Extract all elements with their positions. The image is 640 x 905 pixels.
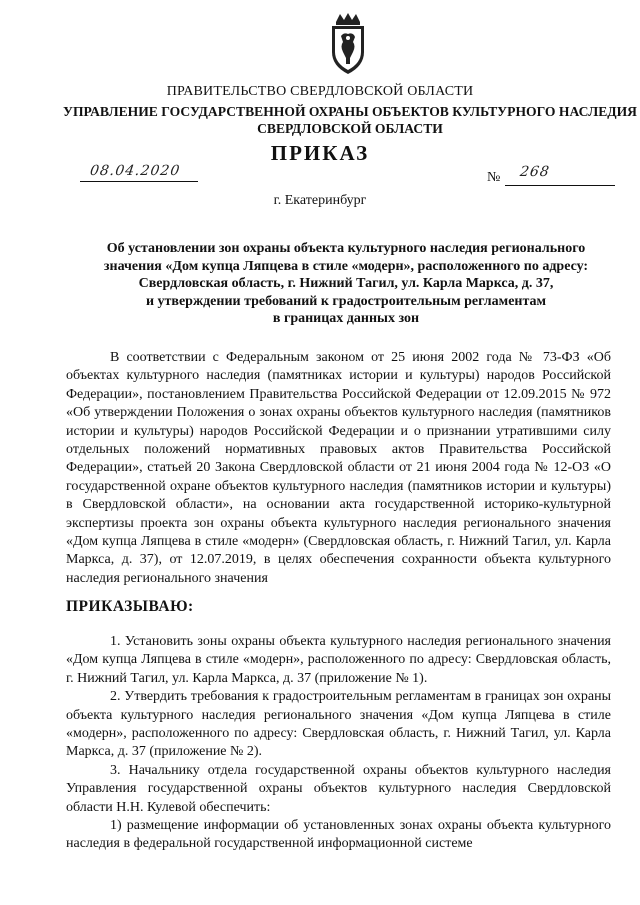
subject-line: и утверждении требований к градостроительным регламентам [145,293,547,309]
department-line-1: УПРАВЛЕНИЕ ГОСУДАРСТВЕННОЙ ОХРАНЫ ОБЪЕКТОВ КУЛЬТУРНОГО НАСЛЕДИЯ [62,104,638,119]
order-heading: ПРИКАЗЫВАЮ: [66,598,194,615]
date-underline [80,181,198,182]
order-item: 3. Начальнику отдела государственной охраны объектов культурного наследия Управления государственной охраны объектов культурного наследия Свердловской области Н.Н. Кулевой обеспечить: [66,762,611,815]
government-name: ПРАВИТЕЛЬСТВО СВЕРДЛОВСКОЙ ОБЛАСТИ [166,84,474,99]
sverdlovsk-coat-of-arms-icon [326,12,370,76]
subject-line: Об установлении зон охраны объекта культурного наследия регионального [106,241,586,256]
order-items [66,633,611,854]
subject-line: значения «Дом купца Ляпцева в стиле «модерн», расположенного по адресу: [103,258,589,274]
department-name [60,103,640,137]
order-item: 1. Установить зоны охраны объекта культурного наследия регионального значения «Дом купца Ляпцева в стиле «модерн», расположенного по адресу: Свердловская область, г. Нижний Тагил, ул. Карла Маркса, д. 37 (приложение № 1). [66,634,611,686]
document-city: г. Екатеринбург [273,193,367,208]
number-label: № [487,170,501,185]
subject-line: в границах данных зон [272,311,420,327]
order-item: 2. Утвердить требования к градостроительным регламентам в границах зон охраны объекта культурного наследия регионального значения «Дом купца Ляпцева в стиле «модерн», расположенного по адресу: Свердловская область, г. Нижний Тагил, ул. Карла Маркса, д. 37 (приложение № 2). [66,689,611,760]
document-date: 08.04.2020 [88,163,182,179]
document-title: ПРИКАЗ [270,141,370,165]
preamble-paragraph: В соответствии с Федеральным законом от 25 июня 2002 года № 73-ФЗ «Об объектах культурного наследия (памятниках истории и культуры) народов Российской Федерации», постановлением Правительства Российской Федерации от 12.09.2015 № 972 «Об утверждении Положения о зонах охраны объектов культурного наследия (памятников истории и культуры) народов Российской Федерации и о признании утратившими силу отдельных положений нормативных правовых актов Правительства Российской Федерации», статьей 20 Закона Свердловской области от 21 июня 2004 года № 12-ОЗ «О государственной охране объектов культурного наследия (памятников истории и культуры) в Свердловской области», на основании акта государственной историко-культурной экспертизы проекта зон охраны объекта культурного наследия регионального значения «Дом купца Ляпцева в стиле «модерн» (Свердловская область, г. Нижний Тагил, ул. Карла Маркса, д. 37), от 12.07.2019, в целях обеспечения сохранности объекта культурного наследия регионального значения [66,350,611,586]
document-number: 268 [518,164,551,180]
subject-line: Свердловская область, г. Нижний Тагил, ул. Карла Маркса, д. 37, [138,276,554,292]
number-underline [505,185,615,186]
order-item: 1) размещение информации об установленных зонах охраны объекта культурного наследия в федеральной государственной информационной системе [66,818,611,852]
department-line-2: СВЕРДЛОВСКОЙ ОБЛАСТИ [257,121,443,136]
document-subject [66,240,626,328]
